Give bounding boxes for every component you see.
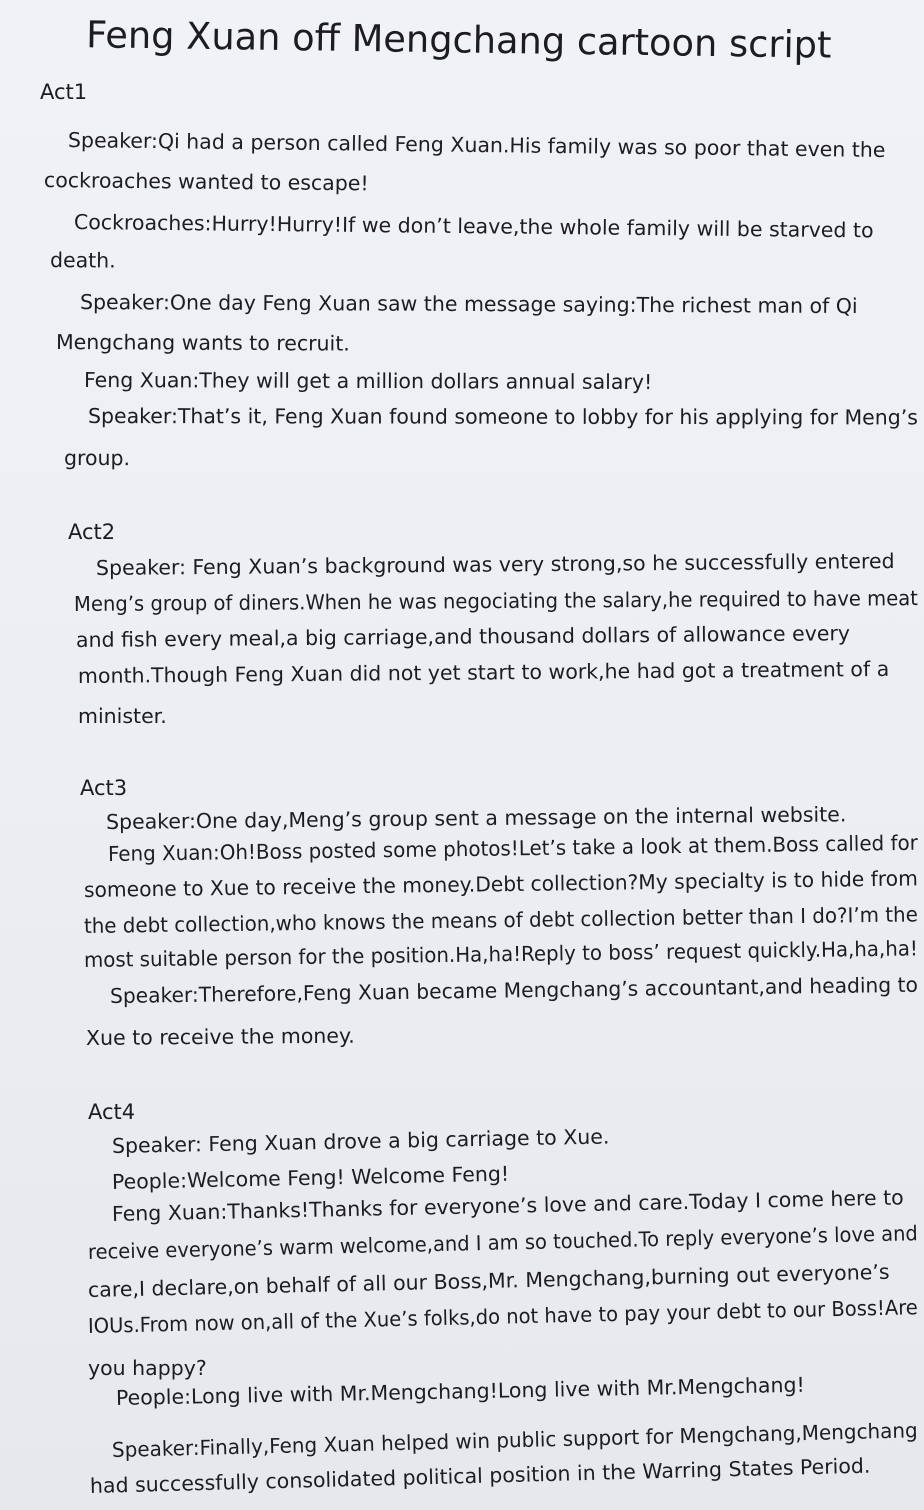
act-1-line-9: group. (63, 446, 131, 471)
act-4-line-2: People:Welcome Feng! Welcome Feng! (111, 1161, 510, 1194)
act-1-line-2: cockroaches wanted to escape! (43, 168, 369, 196)
act-3-line-3: someone to Xue to receive the money.Debt collection?My specialty is to hide from (83, 866, 918, 902)
act-3-line-5: most suitable person for the position.Ha,ha!Reply to boss’ request quickly.Ha,ha,ha! (83, 936, 918, 972)
act-3-heading: Act3 (80, 776, 128, 800)
act-4-heading: Act4 (88, 1100, 136, 1124)
act-2-line-5: minister. (78, 704, 167, 728)
act-4-line-5: care,I declare,on behalf of all our Boss,Mr. Mengchang,burning out everyone’s (87, 1259, 890, 1302)
act-1-line-6: Mengchang wants to recruit. (55, 330, 350, 356)
act-2-line-2: Meng’s group of diners.When he was negociating the salary,he required to have meat (73, 586, 919, 616)
act-4-line-4: receive everyone’s warm welcome,and I am so touched.To reply everyone’s love and (87, 1221, 919, 1264)
act-4-line-8: People:Long live with Mr.Mengchang!Long live with Mr.Mengchang! (115, 1372, 805, 1410)
act-3-line-6: Speaker:Therefore,Feng Xuan became Mengchang’s accountant,and heading to (109, 972, 919, 1008)
act-3-line-2: Feng Xuan:Oh!Boss posted some photos!Let’s take a look at them.Boss called for (107, 830, 918, 866)
act-4-line-9: Speaker:Finally,Feng Xuan helped win public support for Mengchang,Mengchang (111, 1418, 918, 1462)
act-2-heading: Act2 (68, 520, 116, 544)
act-4-line-10: had successfully consolidated political position in the Warring States Period. (89, 1453, 871, 1498)
act-1-line-8: Speaker:That’s it, Feng Xuan found someone to lobby for his applying for Meng’s (87, 404, 918, 430)
act-1-line-3: Cockroaches:Hurry!Hurry!If we don’t leave,the whole family will be starved to (73, 210, 874, 243)
act-4-line-3: Feng Xuan:Thanks!Thanks for everyone’s love and care.Today I come here to (111, 1185, 904, 1226)
act-3-line-1: Speaker:One day,Meng’s group sent a message on the internal website. (105, 802, 847, 834)
act-4-line-1: Speaker: Feng Xuan drove a big carriage to Xue. (111, 1124, 610, 1158)
script-title: Feng Xuan off Mengchang cartoon script (85, 13, 832, 67)
act-4-line-6: IOUs.From now on,all of the Xue’s folks,do not have to pay your debt to our Boss!Are (87, 1295, 919, 1338)
act-1-line-5: Speaker:One day Feng Xuan saw the message saying:The richest man of Qi (79, 290, 858, 319)
act-1-heading: Act1 (40, 80, 88, 104)
act-3-line-7: Xue to receive the money. (85, 1023, 355, 1050)
act-1-line-7: Feng Xuan:They will get a million dollars annual salary! (83, 368, 653, 394)
act-1-line-4: death. (49, 248, 116, 273)
act-1-line-1: Speaker:Qi had a person called Feng Xuan.His family was so poor that even the (67, 128, 886, 162)
act-2-line-3: and fish every meal,a big carriage,and thousand dollars of allowance every (75, 621, 851, 652)
act-2-line-1: Speaker: Feng Xuan’s background was very strong,so he successfully entered (95, 549, 895, 580)
act-4-line-7: you happy? (88, 1356, 207, 1380)
act-3-line-4: the debt collection,who knows the means of debt collection better than I do?I’m the (83, 902, 919, 938)
act-2-line-4: month.Though Feng Xuan did not yet start to work,he had got a treatment of a (77, 656, 890, 688)
